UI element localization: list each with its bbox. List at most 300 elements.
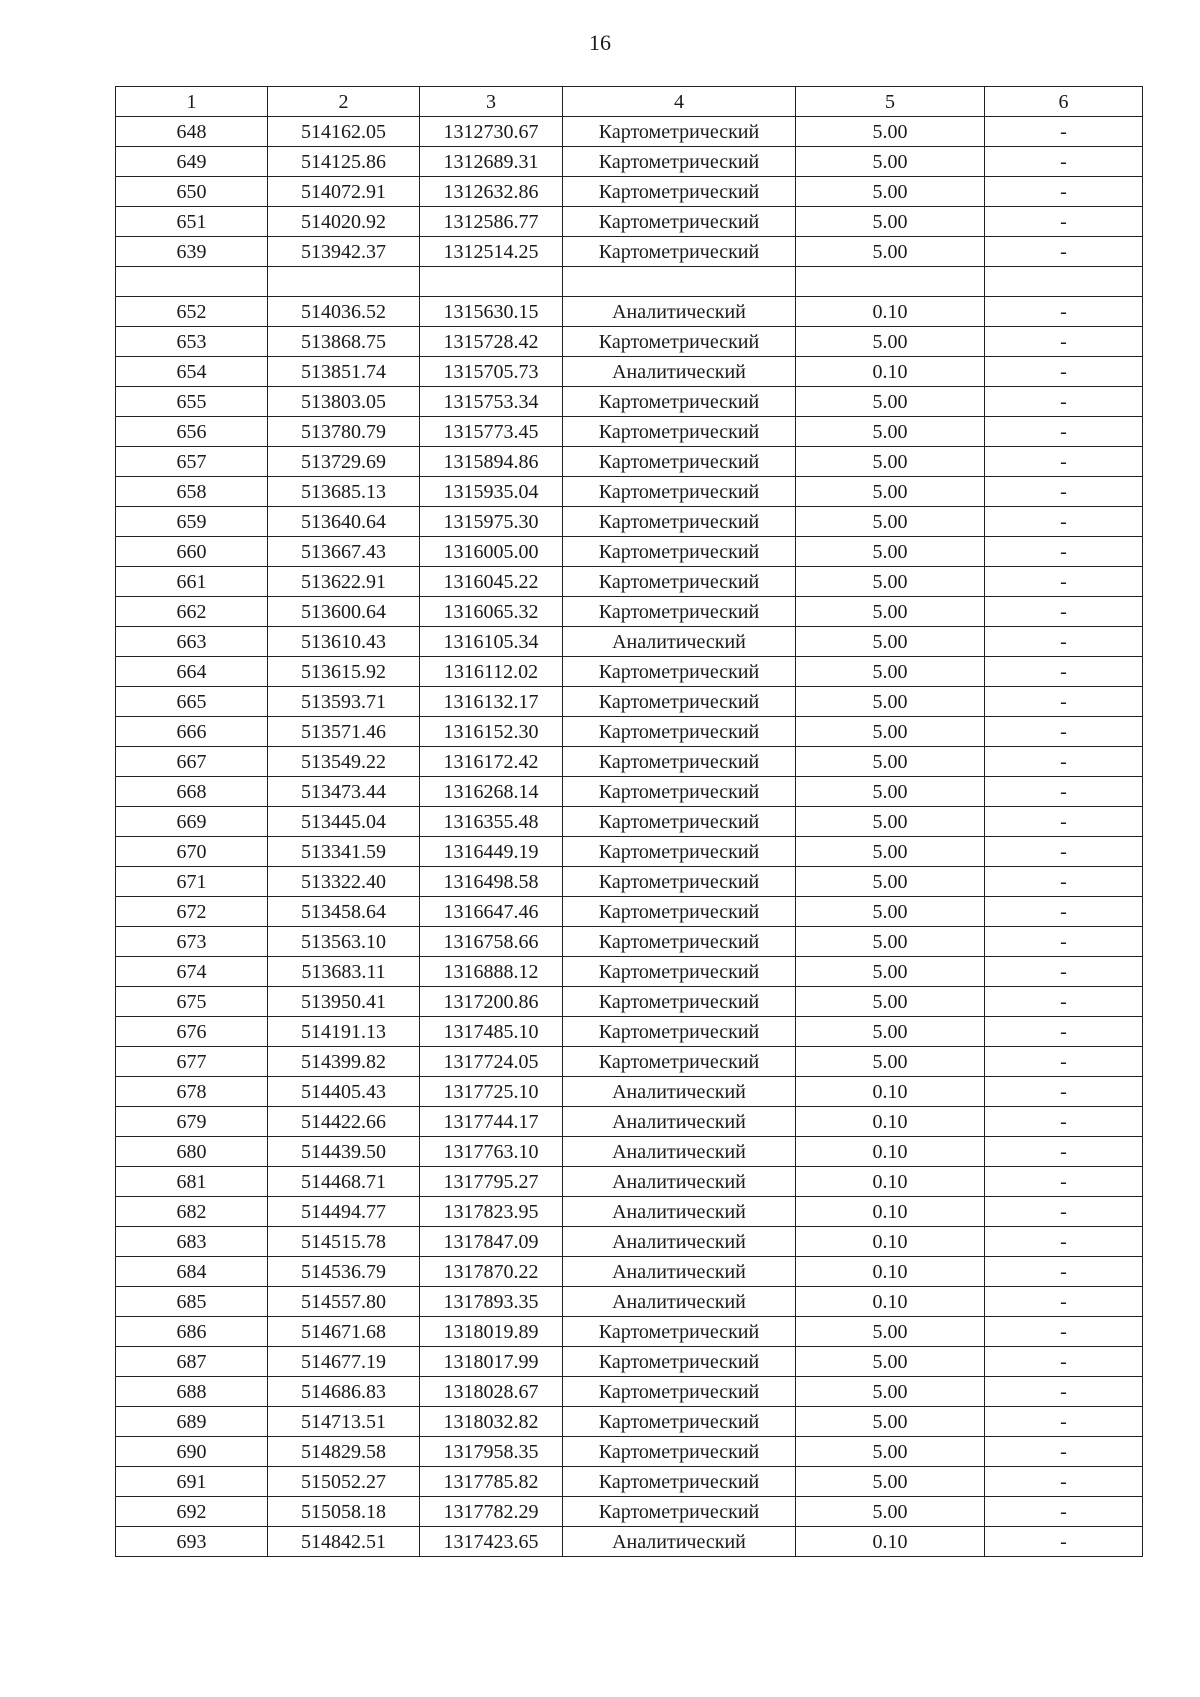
method-cell: Картометрический bbox=[563, 1317, 796, 1347]
point-number-cell: 657 bbox=[116, 447, 268, 477]
y-coordinate-cell: 1316888.12 bbox=[420, 957, 563, 987]
accuracy-cell: 5.00 bbox=[796, 777, 985, 807]
accuracy-cell: 0.10 bbox=[796, 297, 985, 327]
y-coordinate-cell: 1315935.04 bbox=[420, 477, 563, 507]
y-coordinate-cell: 1315630.15 bbox=[420, 297, 563, 327]
accuracy-cell: 0.10 bbox=[796, 1137, 985, 1167]
table-row bbox=[116, 1047, 1143, 1077]
method-cell: Картометрический bbox=[563, 777, 796, 807]
x-coordinate-cell: 514713.51 bbox=[268, 1407, 420, 1437]
y-coordinate-cell: 1318028.67 bbox=[420, 1377, 563, 1407]
table-row bbox=[116, 477, 1143, 507]
table-row bbox=[116, 417, 1143, 447]
note-cell: - bbox=[985, 357, 1143, 387]
note-cell: - bbox=[985, 717, 1143, 747]
table-row bbox=[116, 1347, 1143, 1377]
method-cell: Картометрический bbox=[563, 147, 796, 177]
method-cell: Аналитический bbox=[563, 1077, 796, 1107]
point-number-cell: 639 bbox=[116, 237, 268, 267]
method-cell: Аналитический bbox=[563, 1257, 796, 1287]
accuracy-cell: 5.00 bbox=[796, 1437, 985, 1467]
note-cell: - bbox=[985, 117, 1143, 147]
note-cell: - bbox=[985, 807, 1143, 837]
x-coordinate-cell: 513571.46 bbox=[268, 717, 420, 747]
point-number-cell: 650 bbox=[116, 177, 268, 207]
table-row bbox=[116, 267, 1143, 297]
note-cell: - bbox=[985, 1077, 1143, 1107]
y-coordinate-cell: 1316132.17 bbox=[420, 687, 563, 717]
table-row bbox=[116, 177, 1143, 207]
y-coordinate-cell: 1316045.22 bbox=[420, 567, 563, 597]
point-number-cell: 653 bbox=[116, 327, 268, 357]
table-row bbox=[116, 897, 1143, 927]
method-cell: Картометрический bbox=[563, 957, 796, 987]
accuracy-cell: 5.00 bbox=[796, 1467, 985, 1497]
y-coordinate-cell: 1312730.67 bbox=[420, 117, 563, 147]
point-number-cell: 684 bbox=[116, 1257, 268, 1287]
point-number-cell: 683 bbox=[116, 1227, 268, 1257]
y-coordinate-cell: 1316152.30 bbox=[420, 717, 563, 747]
point-number-cell: 651 bbox=[116, 207, 268, 237]
y-coordinate-cell: 1316355.48 bbox=[420, 807, 563, 837]
table-row bbox=[116, 717, 1143, 747]
method-cell: Аналитический bbox=[563, 627, 796, 657]
point-number-cell: 670 bbox=[116, 837, 268, 867]
y-coordinate-cell: 1312689.31 bbox=[420, 147, 563, 177]
table-row bbox=[116, 1497, 1143, 1527]
method-cell: Картометрический bbox=[563, 1407, 796, 1437]
point-number-cell: 665 bbox=[116, 687, 268, 717]
accuracy-cell: 5.00 bbox=[796, 867, 985, 897]
table-row bbox=[116, 927, 1143, 957]
header-row bbox=[116, 87, 1143, 117]
accuracy-cell: 5.00 bbox=[796, 747, 985, 777]
point-number-cell: 652 bbox=[116, 297, 268, 327]
table-row bbox=[116, 1107, 1143, 1137]
accuracy-cell: 5.00 bbox=[796, 447, 985, 477]
x-coordinate-cell: 513640.64 bbox=[268, 507, 420, 537]
y-coordinate-cell: 1312586.77 bbox=[420, 207, 563, 237]
method-cell: Картометрический bbox=[563, 837, 796, 867]
accuracy-cell: 0.10 bbox=[796, 1287, 985, 1317]
note-cell: - bbox=[985, 687, 1143, 717]
method-cell: Картометрический bbox=[563, 597, 796, 627]
accuracy-cell: 5.00 bbox=[796, 897, 985, 927]
y-coordinate-cell: 1317870.22 bbox=[420, 1257, 563, 1287]
table-row bbox=[116, 1077, 1143, 1107]
point-number-cell: 660 bbox=[116, 537, 268, 567]
x-coordinate-cell: 513593.71 bbox=[268, 687, 420, 717]
table-row bbox=[116, 1317, 1143, 1347]
point-number-cell: 668 bbox=[116, 777, 268, 807]
method-cell: Картометрический bbox=[563, 417, 796, 447]
method-cell: Картометрический bbox=[563, 567, 796, 597]
y-coordinate-cell: 1315728.42 bbox=[420, 327, 563, 357]
table-row bbox=[116, 597, 1143, 627]
method-cell: Аналитический bbox=[563, 357, 796, 387]
note-cell: - bbox=[985, 477, 1143, 507]
point-number-cell: 658 bbox=[116, 477, 268, 507]
point-number-cell: 679 bbox=[116, 1107, 268, 1137]
note-cell: - bbox=[985, 1347, 1143, 1377]
method-cell bbox=[563, 267, 796, 297]
method-cell: Картометрический bbox=[563, 867, 796, 897]
x-coordinate-cell: 514405.43 bbox=[268, 1077, 420, 1107]
method-cell: Аналитический bbox=[563, 1167, 796, 1197]
x-coordinate-cell: 515058.18 bbox=[268, 1497, 420, 1527]
accuracy-cell: 5.00 bbox=[796, 117, 985, 147]
method-cell: Картометрический bbox=[563, 207, 796, 237]
accuracy-cell: 5.00 bbox=[796, 327, 985, 357]
method-cell: Картометрический bbox=[563, 927, 796, 957]
y-coordinate-cell: 1318032.82 bbox=[420, 1407, 563, 1437]
point-number-cell: 681 bbox=[116, 1167, 268, 1197]
x-coordinate-cell: 514439.50 bbox=[268, 1137, 420, 1167]
x-coordinate-cell: 513667.43 bbox=[268, 537, 420, 567]
x-coordinate-cell: 513942.37 bbox=[268, 237, 420, 267]
method-cell: Картометрический bbox=[563, 987, 796, 1017]
coordinates-table bbox=[115, 86, 1143, 1557]
y-coordinate-cell: 1315894.86 bbox=[420, 447, 563, 477]
accuracy-cell: 0.10 bbox=[796, 1527, 985, 1557]
method-cell: Картометрический bbox=[563, 507, 796, 537]
x-coordinate-cell: 513445.04 bbox=[268, 807, 420, 837]
accuracy-cell: 5.00 bbox=[796, 207, 985, 237]
note-cell: - bbox=[985, 447, 1143, 477]
accuracy-cell: 5.00 bbox=[796, 597, 985, 627]
accuracy-cell: 5.00 bbox=[796, 927, 985, 957]
method-cell: Картометрический bbox=[563, 327, 796, 357]
point-number-cell: 676 bbox=[116, 1017, 268, 1047]
table-row bbox=[116, 1017, 1143, 1047]
note-cell bbox=[985, 267, 1143, 297]
accuracy-cell: 5.00 bbox=[796, 687, 985, 717]
note-cell: - bbox=[985, 777, 1143, 807]
accuracy-cell: 5.00 bbox=[796, 717, 985, 747]
table-row bbox=[116, 447, 1143, 477]
x-coordinate-cell: 513458.64 bbox=[268, 897, 420, 927]
point-number-cell: 671 bbox=[116, 867, 268, 897]
point-number-cell: 667 bbox=[116, 747, 268, 777]
y-coordinate-cell: 1318017.99 bbox=[420, 1347, 563, 1377]
table-row bbox=[116, 147, 1143, 177]
note-cell: - bbox=[985, 1137, 1143, 1167]
note-cell: - bbox=[985, 387, 1143, 417]
accuracy-cell: 5.00 bbox=[796, 1017, 985, 1047]
method-cell: Картометрический bbox=[563, 1437, 796, 1467]
table-row bbox=[116, 627, 1143, 657]
accuracy-cell: 0.10 bbox=[796, 1257, 985, 1287]
table-row bbox=[116, 867, 1143, 897]
x-coordinate-cell: 513868.75 bbox=[268, 327, 420, 357]
x-coordinate-cell: 513615.92 bbox=[268, 657, 420, 687]
column-header: 3 bbox=[420, 87, 563, 117]
accuracy-cell: 5.00 bbox=[796, 177, 985, 207]
point-number-cell: 659 bbox=[116, 507, 268, 537]
method-cell: Картометрический bbox=[563, 897, 796, 927]
method-cell: Картометрический bbox=[563, 117, 796, 147]
y-coordinate-cell: 1317893.35 bbox=[420, 1287, 563, 1317]
x-coordinate-cell: 513622.91 bbox=[268, 567, 420, 597]
note-cell: - bbox=[985, 1467, 1143, 1497]
x-coordinate-cell: 514125.86 bbox=[268, 147, 420, 177]
column-header: 4 bbox=[563, 87, 796, 117]
method-cell: Аналитический bbox=[563, 297, 796, 327]
note-cell: - bbox=[985, 1257, 1143, 1287]
x-coordinate-cell: 514399.82 bbox=[268, 1047, 420, 1077]
x-coordinate-cell: 514515.78 bbox=[268, 1227, 420, 1257]
note-cell: - bbox=[985, 507, 1143, 537]
y-coordinate-cell: 1316112.02 bbox=[420, 657, 563, 687]
note-cell: - bbox=[985, 207, 1143, 237]
y-coordinate-cell: 1317795.27 bbox=[420, 1167, 563, 1197]
note-cell: - bbox=[985, 1437, 1143, 1467]
x-coordinate-cell: 514468.71 bbox=[268, 1167, 420, 1197]
note-cell: - bbox=[985, 657, 1143, 687]
x-coordinate-cell: 513341.59 bbox=[268, 837, 420, 867]
y-coordinate-cell: 1318019.89 bbox=[420, 1317, 563, 1347]
table-row bbox=[116, 1287, 1143, 1317]
accuracy-cell: 5.00 bbox=[796, 477, 985, 507]
note-cell: - bbox=[985, 417, 1143, 447]
table-row bbox=[116, 1407, 1143, 1437]
y-coordinate-cell: 1316065.32 bbox=[420, 597, 563, 627]
note-cell: - bbox=[985, 1047, 1143, 1077]
method-cell: Картометрический bbox=[563, 1377, 796, 1407]
note-cell: - bbox=[985, 1197, 1143, 1227]
x-coordinate-cell: 513600.64 bbox=[268, 597, 420, 627]
table-row bbox=[116, 567, 1143, 597]
column-header: 6 bbox=[985, 87, 1143, 117]
y-coordinate-cell: 1317423.65 bbox=[420, 1527, 563, 1557]
column-header: 2 bbox=[268, 87, 420, 117]
table-row bbox=[116, 537, 1143, 567]
note-cell: - bbox=[985, 1377, 1143, 1407]
y-coordinate-cell: 1317725.10 bbox=[420, 1077, 563, 1107]
table-row bbox=[116, 777, 1143, 807]
table-row bbox=[116, 747, 1143, 777]
note-cell: - bbox=[985, 537, 1143, 567]
point-number-cell: 680 bbox=[116, 1137, 268, 1167]
accuracy-cell: 5.00 bbox=[796, 147, 985, 177]
x-coordinate-cell: 514829.58 bbox=[268, 1437, 420, 1467]
point-number-cell bbox=[116, 267, 268, 297]
note-cell: - bbox=[985, 897, 1143, 927]
accuracy-cell: 0.10 bbox=[796, 1167, 985, 1197]
y-coordinate-cell bbox=[420, 267, 563, 297]
x-coordinate-cell: 514671.68 bbox=[268, 1317, 420, 1347]
y-coordinate-cell: 1317785.82 bbox=[420, 1467, 563, 1497]
point-number-cell: 662 bbox=[116, 597, 268, 627]
point-number-cell: 682 bbox=[116, 1197, 268, 1227]
y-coordinate-cell: 1315753.34 bbox=[420, 387, 563, 417]
point-number-cell: 678 bbox=[116, 1077, 268, 1107]
table-row bbox=[116, 807, 1143, 837]
x-coordinate-cell: 514557.80 bbox=[268, 1287, 420, 1317]
x-coordinate-cell: 514072.91 bbox=[268, 177, 420, 207]
y-coordinate-cell: 1316498.58 bbox=[420, 867, 563, 897]
table-row bbox=[116, 1227, 1143, 1257]
method-cell: Аналитический bbox=[563, 1107, 796, 1137]
point-number-cell: 649 bbox=[116, 147, 268, 177]
x-coordinate-cell: 514494.77 bbox=[268, 1197, 420, 1227]
accuracy-cell: 5.00 bbox=[796, 1047, 985, 1077]
note-cell: - bbox=[985, 1107, 1143, 1137]
x-coordinate-cell: 514536.79 bbox=[268, 1257, 420, 1287]
x-coordinate-cell bbox=[268, 267, 420, 297]
accuracy-cell: 5.00 bbox=[796, 417, 985, 447]
point-number-cell: 675 bbox=[116, 987, 268, 1017]
method-cell: Картометрический bbox=[563, 537, 796, 567]
accuracy-cell: 5.00 bbox=[796, 237, 985, 267]
table-header bbox=[116, 87, 1143, 117]
accuracy-cell: 5.00 bbox=[796, 567, 985, 597]
point-number-cell: 669 bbox=[116, 807, 268, 837]
accuracy-cell: 5.00 bbox=[796, 1347, 985, 1377]
point-number-cell: 687 bbox=[116, 1347, 268, 1377]
accuracy-cell: 5.00 bbox=[796, 837, 985, 867]
accuracy-cell: 5.00 bbox=[796, 807, 985, 837]
table-row bbox=[116, 687, 1143, 717]
accuracy-cell: 0.10 bbox=[796, 1197, 985, 1227]
table-row bbox=[116, 957, 1143, 987]
table-row bbox=[116, 1527, 1143, 1557]
note-cell: - bbox=[985, 627, 1143, 657]
note-cell: - bbox=[985, 177, 1143, 207]
accuracy-cell: 0.10 bbox=[796, 1077, 985, 1107]
table-row bbox=[116, 387, 1143, 417]
point-number-cell: 674 bbox=[116, 957, 268, 987]
method-cell: Аналитический bbox=[563, 1197, 796, 1227]
note-cell: - bbox=[985, 1317, 1143, 1347]
accuracy-cell: 5.00 bbox=[796, 987, 985, 1017]
x-coordinate-cell: 514686.83 bbox=[268, 1377, 420, 1407]
table-row bbox=[116, 507, 1143, 537]
table-body bbox=[116, 117, 1143, 1557]
method-cell: Картометрический bbox=[563, 477, 796, 507]
point-number-cell: 666 bbox=[116, 717, 268, 747]
method-cell: Картометрический bbox=[563, 747, 796, 777]
x-coordinate-cell: 513950.41 bbox=[268, 987, 420, 1017]
method-cell: Картометрический bbox=[563, 1347, 796, 1377]
point-number-cell: 691 bbox=[116, 1467, 268, 1497]
x-coordinate-cell: 513473.44 bbox=[268, 777, 420, 807]
table-row bbox=[116, 1167, 1143, 1197]
accuracy-cell bbox=[796, 267, 985, 297]
note-cell: - bbox=[985, 147, 1143, 177]
method-cell: Картометрический bbox=[563, 387, 796, 417]
y-coordinate-cell: 1312514.25 bbox=[420, 237, 563, 267]
method-cell: Картометрический bbox=[563, 177, 796, 207]
y-coordinate-cell: 1317847.09 bbox=[420, 1227, 563, 1257]
point-number-cell: 664 bbox=[116, 657, 268, 687]
accuracy-cell: 0.10 bbox=[796, 1227, 985, 1257]
accuracy-cell: 5.00 bbox=[796, 657, 985, 687]
table-row bbox=[116, 1197, 1143, 1227]
column-header: 1 bbox=[116, 87, 268, 117]
x-coordinate-cell: 513549.22 bbox=[268, 747, 420, 777]
accuracy-cell: 5.00 bbox=[796, 957, 985, 987]
y-coordinate-cell: 1315705.73 bbox=[420, 357, 563, 387]
x-coordinate-cell: 513610.43 bbox=[268, 627, 420, 657]
point-number-cell: 655 bbox=[116, 387, 268, 417]
x-coordinate-cell: 513803.05 bbox=[268, 387, 420, 417]
accuracy-cell: 5.00 bbox=[796, 537, 985, 567]
table-row bbox=[116, 1437, 1143, 1467]
page-number: 16 bbox=[589, 30, 611, 55]
x-coordinate-cell: 513851.74 bbox=[268, 357, 420, 387]
point-number-cell: 692 bbox=[116, 1497, 268, 1527]
accuracy-cell: 5.00 bbox=[796, 627, 985, 657]
table-row bbox=[116, 207, 1143, 237]
x-coordinate-cell: 514020.92 bbox=[268, 207, 420, 237]
method-cell: Картометрический bbox=[563, 717, 796, 747]
note-cell: - bbox=[985, 1527, 1143, 1557]
method-cell: Картометрический bbox=[563, 447, 796, 477]
method-cell: Аналитический bbox=[563, 1227, 796, 1257]
note-cell: - bbox=[985, 327, 1143, 357]
point-number-cell: 663 bbox=[116, 627, 268, 657]
table-row bbox=[116, 837, 1143, 867]
accuracy-cell: 5.00 bbox=[796, 1377, 985, 1407]
method-cell: Картометрический bbox=[563, 657, 796, 687]
note-cell: - bbox=[985, 747, 1143, 777]
method-cell: Картометрический bbox=[563, 807, 796, 837]
table-row bbox=[116, 1137, 1143, 1167]
accuracy-cell: 0.10 bbox=[796, 1107, 985, 1137]
table-row bbox=[116, 327, 1143, 357]
point-number-cell: 689 bbox=[116, 1407, 268, 1437]
point-number-cell: 656 bbox=[116, 417, 268, 447]
method-cell: Картометрический bbox=[563, 1017, 796, 1047]
y-coordinate-cell: 1316449.19 bbox=[420, 837, 563, 867]
table-row bbox=[116, 117, 1143, 147]
accuracy-cell: 5.00 bbox=[796, 1407, 985, 1437]
note-cell: - bbox=[985, 867, 1143, 897]
x-coordinate-cell: 513322.40 bbox=[268, 867, 420, 897]
x-coordinate-cell: 515052.27 bbox=[268, 1467, 420, 1497]
note-cell: - bbox=[985, 927, 1143, 957]
y-coordinate-cell: 1315975.30 bbox=[420, 507, 563, 537]
note-cell: - bbox=[985, 987, 1143, 1017]
x-coordinate-cell: 514162.05 bbox=[268, 117, 420, 147]
note-cell: - bbox=[985, 1497, 1143, 1527]
x-coordinate-cell: 514036.52 bbox=[268, 297, 420, 327]
table-row bbox=[116, 1467, 1143, 1497]
note-cell: - bbox=[985, 837, 1143, 867]
table-row bbox=[116, 987, 1143, 1017]
x-coordinate-cell: 513780.79 bbox=[268, 417, 420, 447]
method-cell: Аналитический bbox=[563, 1527, 796, 1557]
point-number-cell: 690 bbox=[116, 1437, 268, 1467]
note-cell: - bbox=[985, 957, 1143, 987]
accuracy-cell: 5.00 bbox=[796, 1317, 985, 1347]
note-cell: - bbox=[985, 1017, 1143, 1047]
note-cell: - bbox=[985, 297, 1143, 327]
point-number-cell: 688 bbox=[116, 1377, 268, 1407]
note-cell: - bbox=[985, 1287, 1143, 1317]
y-coordinate-cell: 1316105.34 bbox=[420, 627, 563, 657]
y-coordinate-cell: 1316758.66 bbox=[420, 927, 563, 957]
x-coordinate-cell: 513685.13 bbox=[268, 477, 420, 507]
note-cell: - bbox=[985, 237, 1143, 267]
method-cell: Аналитический bbox=[563, 1137, 796, 1167]
point-number-cell: 693 bbox=[116, 1527, 268, 1557]
x-coordinate-cell: 514842.51 bbox=[268, 1527, 420, 1557]
x-coordinate-cell: 513683.11 bbox=[268, 957, 420, 987]
x-coordinate-cell: 514191.13 bbox=[268, 1017, 420, 1047]
table-row bbox=[116, 357, 1143, 387]
